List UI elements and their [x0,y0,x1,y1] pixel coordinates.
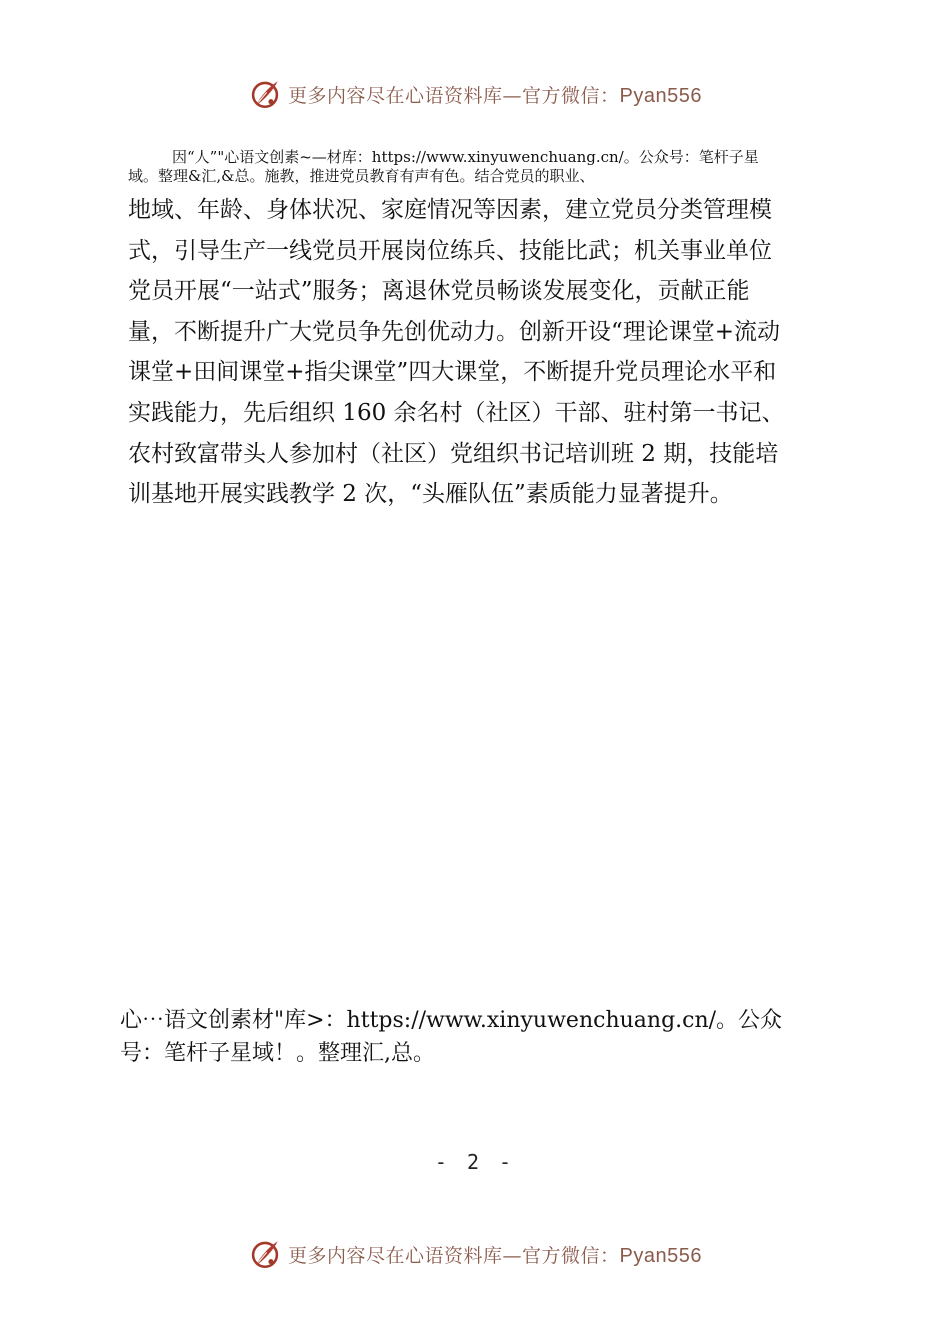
header-banner [0,72,950,116]
body-line: 训基地开展实践教学 2 次，“头雁队伍”素质能力显著提升。 [128,481,733,508]
body-line: 式，引导生产一线党员开展岗位练兵、技能比武；机关事业单位 [128,237,772,264]
body-line: 党员开展“一站式”服务；离退休党员畅谈发展变化，贡献正能 [128,278,750,305]
body-line: 课堂+田间课堂+指尖课堂”四大课堂，不断提升党员理论水平和 [128,359,777,386]
intro-line: 域。整理&汇,&总。施教，推进党员教育有声有色。结合党员的职业、 [128,167,595,185]
footer-note-line: 号：笔杆子星域！。整理汇,总。 [120,1041,435,1066]
banner-text: 更多内容尽在心语资料库—官方微信： [288,84,620,107]
banner-wechat-id: Pyan556 [619,1244,702,1267]
intro-line: 因“人”"心语文创素~—材库：https://www.xinyuwenchuang.cn/。公众号：笔杆子星 [172,148,759,166]
body-line: 地域、年龄、身体状况、家庭情况等因素，建立党员分类管理模 [128,197,772,223]
body-line: 量，不断提升广大党员争先创优动力。创新开设“理论课堂+流动 [128,318,781,345]
quill-pen-logo-icon [248,1237,282,1271]
body-paragraph [128,190,828,515]
intro-paragraph [128,148,848,186]
footer-note [120,1004,840,1070]
body-line: 农村致富带头人参加村（社区）党组织书记培训班 2 期，技能培 [128,440,779,467]
footer-banner [0,1232,950,1276]
banner-wechat-id: Pyan556 [619,84,702,107]
quill-pen-logo-icon [248,77,282,111]
footer-note-line: 心⋯语文创素材"库>：https://www.xinyuwenchuang.cn/。公众 [120,1008,783,1033]
body-line: 实践能力，先后组织 160 余名村（社区）干部、驻村第一书记、 [128,399,785,426]
banner-text: 更多内容尽在心语资料库—官方微信： [288,1244,620,1267]
page-number: - 2 - [434,1150,516,1174]
